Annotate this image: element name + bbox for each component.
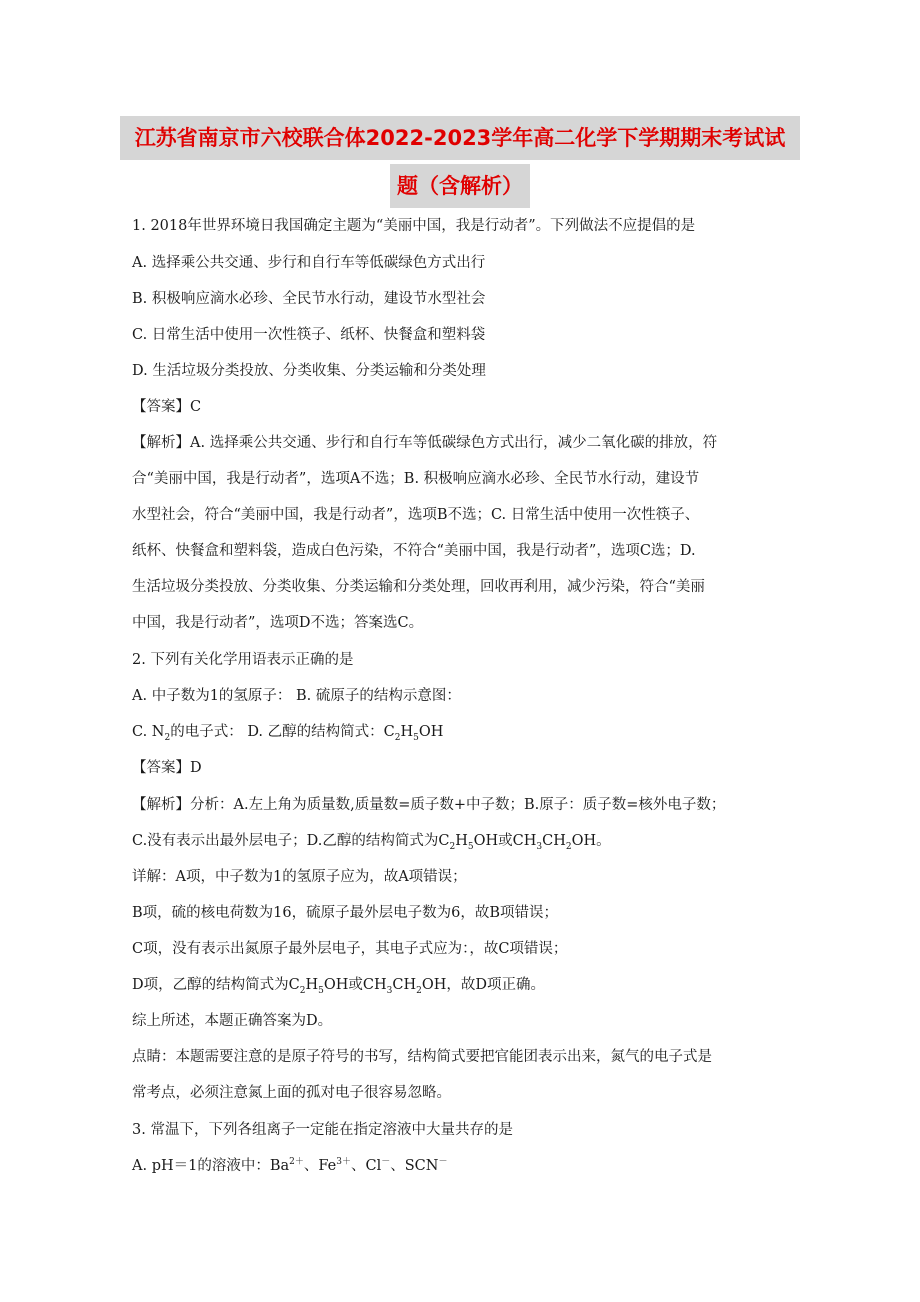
question-2-options-ab: A. 中子数为1的氢原子： B. 硫原子的结构示意图：: [132, 688, 461, 704]
question-1-option-c: C. 日常生活中使用一次性筷子、纸杯、快餐盒和塑料袋: [132, 327, 486, 343]
document-title-line-1: 江苏省南京市六校联合体2022-2023学年高二化学下学期期末考试试: [120, 116, 800, 160]
question-2-detail-c: C项，没有表示出氮原子最外层电子，其电子式应为：，故C项错误；: [132, 941, 568, 957]
option-text: 、Fe: [303, 1158, 337, 1174]
question-2-analysis-line: 【解析】分析：A.左上角为质量数,质量数=质子数+中子数；B.原子：质子数=核外电子数；: [132, 797, 726, 813]
analysis-text: CH: [542, 833, 566, 849]
formula-part: H: [400, 724, 414, 740]
subscript: 2: [565, 841, 572, 852]
subscript: 5: [467, 841, 474, 852]
question-2-summary: 综上所述，本题正确答案为D。: [132, 1013, 333, 1029]
detail-text: OH，故D项正确。: [421, 977, 546, 993]
formula-part: H: [305, 977, 319, 993]
analysis-text: C.没有表示出最外层电子；D.乙醇的结构简式为C: [132, 833, 450, 849]
question-3-option-a: [132, 1156, 792, 1176]
detail-text: D项，乙醇的结构简式为C: [132, 977, 300, 993]
option-d-text: 的电子式： D. 乙醇的结构简式：C: [170, 724, 395, 740]
question-1-analysis-line: 【解析】A. 选择乘公共交通、步行和自行车等低碳绿色方式出行，减少二氧化碳的排放，符: [132, 435, 718, 451]
subscript: 2: [449, 841, 456, 852]
option-text: A. pH＝1的溶液中：Ba: [132, 1158, 290, 1174]
subscript: 2: [299, 985, 306, 996]
question-2-answer: 【答案】D: [132, 760, 202, 776]
question-1-analysis-line: 生活垃圾分类投放、分类收集、分类运输和分类处理，回收再利用，减少污染，符合“美丽: [132, 579, 705, 595]
question-1-stem: 1. 2018年世界环境日我国确定主题为“美丽中国，我是行动者”。下列做法不应提倡的是: [132, 218, 696, 234]
superscript: 2＋: [289, 1157, 304, 1168]
question-1-analysis-line: 水型社会，符合“美丽中国，我是行动者”，选项B不选；C. 日常生活中使用一次性筷子、: [132, 507, 700, 523]
detail-text: CH: [392, 977, 417, 993]
option-text: 、SCN: [390, 1158, 439, 1174]
analysis-text: OH或CH: [473, 833, 537, 849]
question-2-detail-a: 详解：A项，中子数为1的氢原子应为，故A项错误；: [132, 869, 467, 885]
question-1-option-a: A. 选择乘公共交通、步行和自行车等低碳绿色方式出行: [132, 255, 486, 271]
subscript: 5: [413, 732, 419, 743]
question-1-answer: 【答案】C: [132, 399, 202, 415]
subscript: 5: [318, 985, 324, 996]
question-1-analysis-line: 合“美丽中国，我是行动者”，选项A不选；B. 积极响应滴水必珍、全民节水行动，建设节: [132, 471, 700, 487]
subscript: 2: [394, 732, 401, 743]
formula-part: OH: [418, 724, 444, 740]
subscript: 2: [164, 732, 171, 743]
subscript: 2: [416, 985, 422, 996]
question-2-detail-d: [132, 975, 792, 995]
question-2-comment-line: 点睛：本题需要注意的是原子符号的书写，结构简式要把官能团表示出来，氮气的电子式是: [132, 1049, 712, 1065]
question-1-analysis-line: 纸杯、快餐盒和塑料袋，造成白色污染，不符合“美丽中国，我是行动者”，选项C选；D.: [132, 543, 696, 559]
detail-text: OH或CH: [323, 977, 387, 993]
formula-part: H: [455, 833, 468, 849]
analysis-text: OH。: [571, 833, 611, 849]
question-1-option-d: D. 生活垃圾分类投放、分类收集、分类运输和分类处理: [132, 363, 486, 379]
question-1-analysis-line: 中国，我是行动者”，选项D不选；答案选C。: [132, 615, 424, 631]
question-2-analysis-line: [132, 831, 792, 851]
question-2-comment-line: 常考点，必须注意氮上面的孤对电子很容易忽略。: [132, 1085, 451, 1101]
option-c-prefix: C. N: [132, 724, 165, 740]
question-2-options-cd: [132, 722, 792, 742]
option-text: 、Cl: [350, 1158, 382, 1174]
subscript: 3: [536, 841, 543, 852]
document-title-line-2: 题（含解析）: [390, 164, 530, 208]
question-2-stem: 2. 下列有关化学用语表示正确的是: [132, 652, 354, 668]
superscript: －: [381, 1157, 391, 1168]
question-2-detail-b: B项，硫的核电荷数为16，硫原子最外层电子数为6，故B项错误；: [132, 905, 558, 921]
question-3-stem: 3. 常温下，下列各组离子一定能在指定溶液中大量共存的是: [132, 1122, 513, 1138]
subscript: 3: [386, 985, 393, 996]
superscript: －: [438, 1157, 448, 1168]
superscript: 3＋: [336, 1157, 351, 1168]
question-1-option-b: B. 积极响应滴水必珍、全民节水行动，建设节水型社会: [132, 291, 486, 307]
